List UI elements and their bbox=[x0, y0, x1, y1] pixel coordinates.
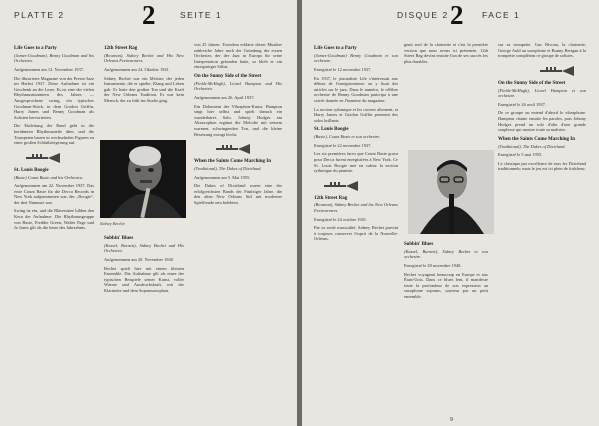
benny-goodman-photo bbox=[408, 150, 494, 234]
article-title: On the Sunny Side of the Street bbox=[194, 73, 262, 79]
article-saints-de bbox=[194, 159, 282, 205]
article-title: St. Louis Boogie bbox=[14, 167, 49, 173]
article-paragraph: Le classique par excellence de tous les Dixieland traditionnels; mais le jeu est ici plein de fraîcheur. bbox=[498, 160, 586, 172]
article-paragraph: Aufgenommen am 5. Mai 1955. bbox=[194, 174, 251, 180]
article-paragraph: Les six premières faces que Count Basie grava pour Decca furent enregistrées à New York. Ce St. Louis Boogie met en valeur la section rythmique du pianiste. bbox=[314, 151, 398, 174]
article-continued-fr bbox=[404, 42, 488, 64]
article-st-louis-boogie-fr bbox=[314, 127, 398, 173]
article-credit: (Basie), Count Basie et son orchestre. bbox=[314, 134, 381, 140]
left-column-2 bbox=[104, 42, 184, 107]
article-credit: (Basie) Count Basie and his Orchestra. bbox=[14, 174, 84, 180]
article-paragraph: sur sa trompette. Gus Bivona, la clarinette, George Auld au saxophone et Bunny Berigan à la trompette complètent ce groupe de solistes. bbox=[498, 42, 586, 59]
article-paragraph: Swing ist ein, und die Bläsersätze bilden den Kern der Aufnahme. Die Rhythmusgruppe von Basie, Freddie Green, Walter Page und Jo Jones gilt als die beste des Jahrzehnts. bbox=[14, 208, 94, 231]
left-page bbox=[0, 0, 297, 426]
article-paragraph: De ce groupe on entend d'abord le vibraphone. Hampton chante ensuite les paroles, puis Johnny Hodges prend un solo d'alto d'une grande souplesse qui montre toute sa maîtrise. bbox=[498, 110, 586, 133]
article-paragraph: gnait seul de la clarinette et c'est la première version que nous avons ici présentée. 12th Street Rag devint ensuite l'un de ses succès les plus durables. bbox=[404, 42, 488, 64]
article-sobbin-blues-de bbox=[104, 236, 184, 294]
article-paragraph: Enregistré le 5 mai 1955. bbox=[498, 152, 543, 158]
article-sunny-side-fr bbox=[498, 81, 586, 133]
article-title: Sobbin' Blues bbox=[404, 242, 434, 247]
article-paragraph: Aufgenommen am 24. Oktober 1941. bbox=[104, 66, 170, 72]
article-title: 12th Street Rag bbox=[314, 195, 348, 201]
article-paragraph: Enregistré le 24 octobre 1941. bbox=[314, 216, 368, 222]
right-column-2 bbox=[404, 42, 488, 67]
article-paragraph: Die illustrierte Magazine von der Presse-Jazz im Herbst 1937. Diese Aufnahme ist ein Geschenk an die Leser. Es ist eine der vielen Rhythmusnummern des Jahres — Ausgesprochene swing, ein typisches Goodman-Stück, in dem Gordon Griffin, Harry James und Benny Goodman als Solisten hervortreten. bbox=[14, 75, 94, 120]
article-paragraph: Bechet spielt hier mit einem kleinen Ensemble. Die Aufnahme gilt als eines der typischen Beispiele seiner Kunst, voller Wärme und Ausdruckskraft, mit der Klarinette und dem Sopransaxophon. bbox=[104, 265, 184, 293]
right-column-1 bbox=[314, 42, 398, 245]
article-paragraph: Die Dukes of Dixieland waren eine der erfolgreichsten Bands der Fünfziger Jahre, die den alten New Orleans Stil mit moderner Spielfreude neu belebten. bbox=[194, 183, 282, 205]
left-column-2-lower bbox=[104, 232, 184, 297]
article-credit: (Bowman), Sidney Bechet and His New Orleans Feetwarmers. bbox=[104, 52, 184, 64]
article-paragraph: Bechet voyageait beaucoup en Europe et aux États-Unis. Dans ce blues lent, il manifeste toute la profondeur de son expression au saxophone soprano, soutenu par un petit ensemble. bbox=[404, 271, 488, 299]
article-st-louis-boogie-de bbox=[14, 168, 94, 231]
disque-number: 2 bbox=[450, 0, 464, 30]
trumpet-icon bbox=[214, 143, 254, 155]
disque-label: DISQUE 2 bbox=[397, 10, 449, 20]
trumpet-icon bbox=[24, 152, 64, 164]
article-credit: (Bowman), Sidney Bechet and his New Orleans Feetwarmers. bbox=[314, 202, 398, 214]
article-continued-fr-2 bbox=[498, 42, 586, 59]
article-credit: (Traditional), The Dukes of Dixieland. bbox=[194, 165, 262, 171]
article-paragraph: Par sa seule musicalité, Sidney Bechet parvint à toujours conserver l'esprit de la Nouvelle-Orléans. bbox=[314, 225, 398, 242]
photo-caption: Sidney Bechet bbox=[100, 221, 125, 226]
article-sobbin-blues-fr bbox=[404, 242, 488, 300]
seite-label: SEITE 1 bbox=[180, 10, 223, 20]
article-paragraph: En 1937, le journaliste Life s'intéressait aux débuts de l'enregistrement: on y lisait des articles sur le jazz. Dans le numéro, le célèbre orchestre de Benny Goodman participa à une soirée donnée en l'honneur du magazine. bbox=[314, 75, 398, 103]
article-paragraph: von 25 Jahren. Trotzdem erklärte dieser Musiker zahlreiche Jahre nach der Gründung der ersten Orchester, der der Jazz in Europa für seine Interpretation gefunden hatte, so blieb er ein einzigartiger Stilist. bbox=[194, 42, 282, 70]
article-12th-street-rag-de bbox=[104, 46, 184, 104]
article-12th-street-rag-fr bbox=[314, 196, 398, 242]
trumpet-icon bbox=[322, 180, 362, 192]
sidney-bechet-photo bbox=[100, 140, 186, 218]
right-column-2-lower bbox=[404, 238, 488, 303]
article-credit: (Traditional), The Dukes of Dixieland. bbox=[498, 143, 566, 149]
article-paragraph: Enregistré le 12 novembre 1937. bbox=[314, 66, 372, 72]
left-column-3 bbox=[194, 42, 282, 208]
article-credit: (Fields-McHugh), Lionel Hampton et son orchestre. bbox=[498, 87, 586, 99]
article-paragraph: Die Einleitung der Band geht in die berühmten Rhythmusteile über, und die Trompeten bauen in wechselnden Figuren zu einer großen Schlußsteigerung auf. bbox=[14, 123, 94, 146]
trumpet-icon bbox=[538, 65, 578, 77]
article-paragraph: Enregistré le 26 avril 1937. bbox=[498, 101, 546, 107]
article-paragraph: Aufgenommen am 22. November 1937. Das erste Count Basie für die Decca Records in New York aufgenommen war, der „Boogie“, der drei Nummer war. bbox=[14, 183, 94, 205]
article-credit: (James-Goodman), Benny Goodman and his Orchestra. bbox=[14, 52, 94, 64]
right-column-3 bbox=[498, 42, 586, 175]
article-paragraph: La section rythmique et les cuivres alternent, et Harry James et Gordon Griffin prennent des solos brillants. bbox=[314, 106, 398, 123]
article-paragraph: Enregistré le 20 novembre 1940. bbox=[404, 262, 462, 268]
article-title: When the Saints Come Marching In bbox=[498, 136, 575, 142]
article-title: Sobbin' Blues bbox=[104, 236, 134, 241]
article-continued-de bbox=[194, 42, 282, 70]
article-title: Life Goes to a Party bbox=[14, 46, 57, 51]
article-paragraph: Aufgenommen am 12. November 1937. bbox=[14, 66, 84, 72]
right-page bbox=[302, 0, 599, 426]
article-credit: (Kassel, Burnett), Sidney Bechet and His Orchestra. bbox=[104, 242, 184, 254]
article-title: On the Sunny Side of the Street bbox=[498, 80, 566, 86]
right-page-header bbox=[302, 0, 599, 30]
article-life-goes-to-a-party-fr bbox=[314, 46, 398, 123]
article-paragraph: Aufgenommen am 20. November 1940. bbox=[104, 256, 174, 262]
article-paragraph: Sidney Bechet war ein Meister, der jeden Instrumente, die er spielte, Klang und Leben gab. Er hatte den großen Ton und die Kraft der New Orleans Tradition. Er war kein Mensch, der zu früh ins Studio ging. bbox=[104, 75, 184, 103]
article-paragraph: Aufgenommen am 26. April 1937. bbox=[194, 94, 255, 100]
article-title: 12th Street Rag bbox=[104, 46, 138, 51]
article-credit: (Fields-McHugh), Lionel Hampton and His Orchestra. bbox=[194, 80, 282, 92]
left-column-1 bbox=[14, 42, 94, 234]
article-credit: (James-Goodman) Benny Goodman et son orchestre. bbox=[314, 52, 398, 64]
left-page-header bbox=[0, 0, 297, 30]
article-life-goes-to-a-party-de bbox=[14, 46, 94, 146]
article-title: St. Louis Boogie bbox=[314, 127, 349, 133]
face-label: FACE 1 bbox=[482, 10, 521, 20]
platte-label: PLATTE 2 bbox=[14, 10, 65, 20]
platte-number: 2 bbox=[142, 0, 156, 30]
article-title: When the Saints Come Marching In bbox=[194, 159, 271, 165]
page-number: 9 bbox=[450, 417, 453, 423]
article-title: Life Goes to a Party bbox=[314, 46, 357, 51]
article-credit: (Kassel, Burnett), Sidney Bechet et son orchestre. bbox=[404, 248, 488, 260]
article-paragraph: Enregistré le 22 novembre 1937. bbox=[314, 142, 372, 148]
article-paragraph: Ein Dokument der Vibraphon-Kunst. Hampton singt hier selbst und spielt danach ein wunderbares Solo. Johnny Hodges am Altsaxophon ergänzt die Melodie mit seinem warmen, schwingenden Ton, und die kleine Besetzung swingt leicht. bbox=[194, 103, 282, 137]
article-saints-fr bbox=[498, 137, 586, 172]
article-sunny-side-de bbox=[194, 74, 282, 137]
